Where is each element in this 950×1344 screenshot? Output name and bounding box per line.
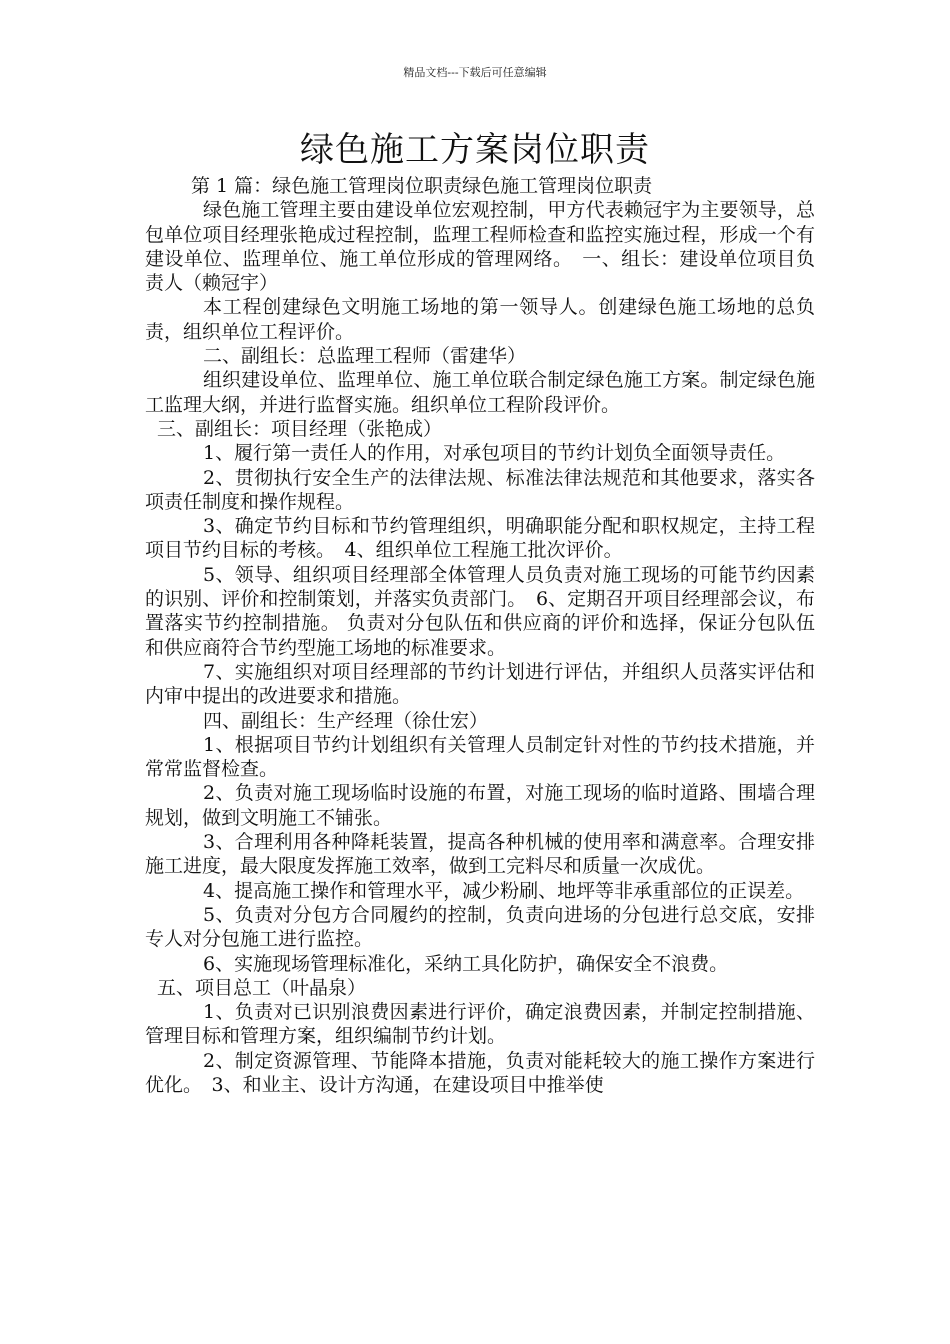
body-paragraph: 3、确定节约目标和节约管理组织，明确职能分配和职权规定，主持工程项目节约目标的考核。 4、组织单位工程施工批次评价。 — [145, 515, 815, 562]
body-paragraph: 2、负责对施工现场临时设施的布置，对施工现场的临时道路、围墙合理规划，做到文明施工不铺张。 — [145, 782, 815, 829]
body-paragraph: 5、领导、组织项目经理部全体管理人员负责对施工现场的可能节约因素的识别、评价和控制策划，并落实负责部门。 6、定期召开项目经理部会议，布置落实节约控制措施。 负责对分包队伍和供应商的评价和选择，保证分包队伍和供应商符合节约型施工场地的标准要求。 — [145, 563, 815, 659]
body-paragraph: 3、合理利用各种降耗装置，提高各种机械的使用率和满意率。合理安排施工进度，最大限度发挥施工效率，做到工完料尽和质量一次成优。 — [145, 831, 815, 878]
body-paragraph: 1、履行第一责任人的作用，对承包项目的节约计划负全面领导责任。 — [203, 442, 786, 465]
body-paragraph: 5、负责对分包方合同履约的控制，负责向进场的分包进行总交底，安排专人对分包施工进行监控。 — [145, 903, 815, 951]
body-paragraph: 1、根据项目节约计划组织有关管理人员制定针对性的节约技术措施，并常常监督检查。 — [145, 733, 815, 781]
body-paragraph: 4、提高施工操作和管理水平，减少粉刷、地坪等非承重部位的正误差。 — [203, 879, 805, 902]
body-paragraph: 第 1 篇：绿色施工管理岗位职责绿色施工管理岗位职责 — [191, 175, 653, 197]
body-paragraph: 五、项目总工（叶晶泉） — [157, 976, 367, 999]
body-paragraph: 本工程创建绿色文明施工场地的第一领导人。创建绿色施工场地的总负责，组织单位工程评价。 — [145, 296, 815, 343]
body-paragraph: 组织建设单位、监理单位、施工单位联合制定绿色施工方案。制定绿色施工监理大纲，并进行监督实施。组织单位工程阶段评价。 — [145, 369, 815, 416]
body-paragraph: 绿色施工管理主要由建设单位宏观控制，甲方代表赖冠宇为主要领导，总包单位项目经理张艳成过程控制，监理工程师检查和监控实施过程，形成一个有建设单位、监理单位、施工单位形成的管理网络。 一、组长：建设单位项目负责人（赖冠宇） — [145, 199, 815, 295]
body-paragraph: 7、实施组织对项目经理部的节约计划进行评估，并组织人员落实评估和内审中提出的改进要求和措施。 — [145, 660, 815, 708]
body-paragraph: 1、负责对已识别浪费因素进行评价，确定浪费因素，并制定控制措施、管理目标和管理方案，组织编制节约计划。 — [145, 1001, 815, 1048]
body-paragraph: 2、贯彻执行安全生产的法律法规、标准法律法规范和其他要求，落实各项责任制度和操作规程。 — [145, 466, 815, 513]
body-paragraph: 四、副组长：生产经理（徐仕宏） — [203, 709, 489, 732]
body-paragraph: 6、实施现场管理标准化，采纳工具化防护，确保安全不浪费。 — [203, 952, 729, 975]
document-title: 绿色施工方案岗位职责 — [300, 130, 650, 170]
body-paragraph: 二、副组长：总监理工程师（雷建华） — [203, 345, 527, 368]
document-body — [145, 174, 815, 1097]
body-paragraph: 三、副组长：项目经理（张艳成） — [157, 417, 443, 440]
body-paragraph: 2、制定资源管理、节能降本措施，负责对能耗较大的施工操作方案进行优化。 3、和业主、设计方沟通，在建设项目中推举使 — [145, 1049, 815, 1096]
page-header: 精品文档---下载后可任意编辑 — [403, 66, 547, 79]
